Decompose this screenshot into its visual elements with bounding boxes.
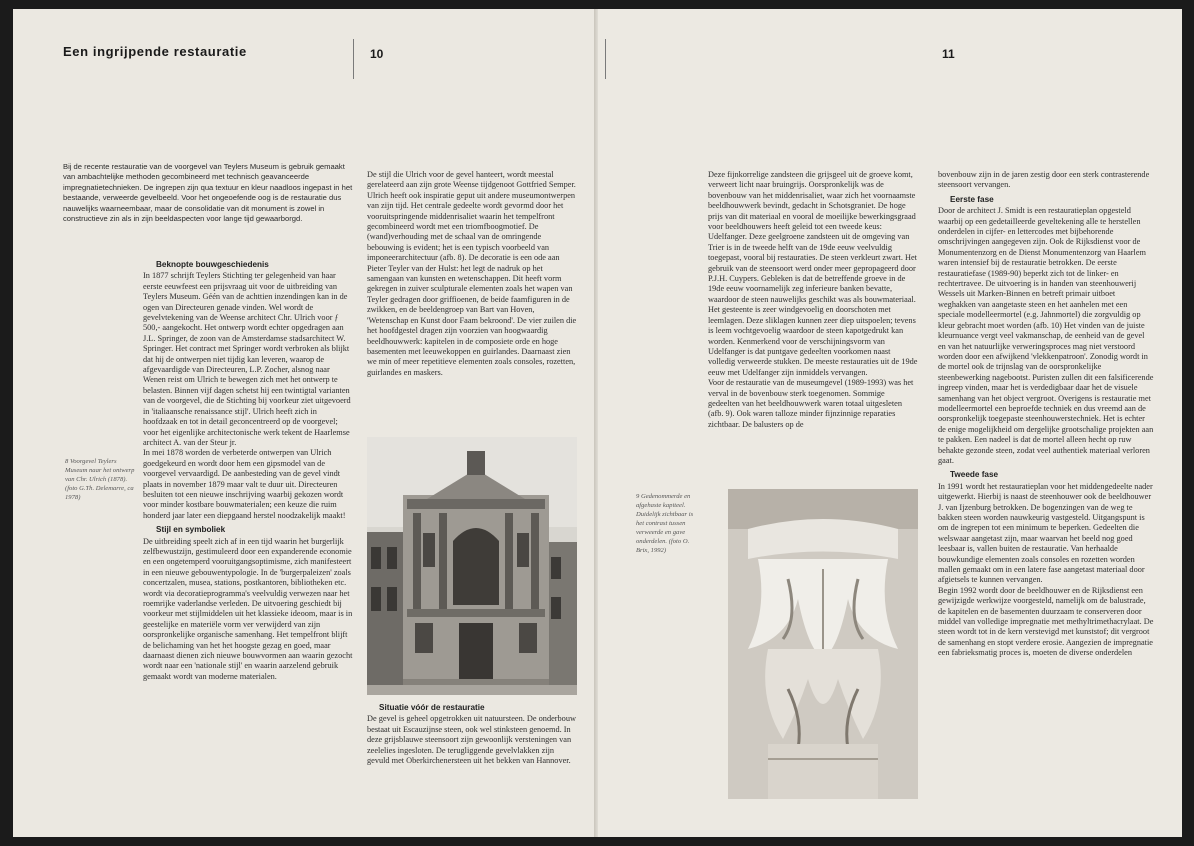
section-heading-phase-2: Tweede fase xyxy=(950,470,999,480)
style-paragraph-2: De stijl die Ulrich voor de gevel hanteert, wordt meestal gerelateerd aan zijn grote Weense tijdgenoot Gottfried Semper. Ulrich heeft ook inspiratie geput uit andere museumontwerpen van zijn tijd. Het centrale gedeelte wordt gevormd door het vooruitspringende middenrisaliet waarin het tempelfront gecombineerd wordt met een triomfboogmotief. De (wand)verhouding met de schaal van de omringende bebouwing is evident; het is een typisch voorbeeld van imponeerarchitectuur (afb. 8). De decoratie is een ode aan Pieter Teyler van der Hulst: het legt de nadruk op het samengaan van kunsten en wetenschappen. Dit heeft vorm gekregen in zuiver sculpturale elementen zoals het wapen van Teyler gedragen door griffioenen, de beide faamfiguren in de zwikken, en de beeldengroep van Bart van Hoven, 'Wetenschap en Kunst door Faam bekroond'. De vier zuilen die het hoofdgestel dragen zijn voorzien van hoogwaardig beeldhouwwerk: kapitelen in de composiete orde en hoge basementen met leeuwekoppen en guirlandes. Daarnaast zien we min of meer repetitieve elementen zoals consoles, rozetten, guirlandes en maskers. xyxy=(367,170,577,377)
chapter-title: Een ingrijpende restauratie xyxy=(63,44,247,59)
column-2 xyxy=(367,170,577,378)
column-4 xyxy=(938,170,1154,659)
column-3 xyxy=(708,170,918,430)
facade-illustration xyxy=(367,437,577,695)
column-2-bottom xyxy=(367,699,577,766)
figure-9-caption: 9 Gedenommerde en afgehaste kapiteel. Duidelijk zichtbaar is het contrast tussen verweerde en gave onderdelen. (foto O. Brix, 1992) xyxy=(636,493,694,554)
right-page xyxy=(598,9,1182,837)
left-page xyxy=(13,9,597,837)
stone-paragraph: Deze fijnkorrelige zandsteen die grijsgeel uit de groeve komt, verweert licht naar bruingrijs. Oorspronkelijk was de bovenbouw van het middenrisaliet, waar zich het voornaamste beeldhouwwerk bevindt, gedacht in Schotsgraniet. De hoge prijs van dit materiaal en vooral de moeilijke bewerkingsgraad voor beeldhouwers heeft geleid tot een tweede keus: Udelfanger. Deze geelgroene zandsteen uit de omgeving van Trier is in de tweede helft van de 19de eeuw veelvuldig toegepast, vooral bij restauraties. De steen verkleurt zwart. Het gebruik van de steensoort werd onder meer gepropageerd door P.J.H. Cuypers. Gebleken is dat de betreffende groeve in de 19de eeuw voornamelijk zeg inferieure banken bevatte, waardoor de steen nauwelijks geschikt was als bouwmateriaal. Het gesteente is zeer windgevoelig en doorschoten met leemlagen. Deze sliklagen kunnen zeer diep uitspoelen; tevens is leem vochtgevoelig waardoor de steen kapotgedrukt kan worden. Kenmerkend voor de verschijningsvorm van Udelfanger is dat puntgave gedeelten voorkomen naast volledig verweerde stukken. De meeste restauraties uit de 19de eeuw met Udelfanger zijn inmiddels vervangen. xyxy=(708,170,918,377)
section-heading-phase-1: Eerste fase xyxy=(950,194,994,204)
section-heading-history: Beknopte bouwgeschiedenis xyxy=(156,260,269,269)
museum-facade-photo xyxy=(367,437,577,695)
figure-8-caption: 8 Voorgevel Teylers Museum naar het ontwerp van Chr. Ulrich (1878). (foto G.Th. Delemarre, ca 1978) xyxy=(65,458,135,501)
phase-1-paragraph: Door de architect J. Smidt is een restauratieplan opgesteld waarbij op een gedetailleerde geveltekening alle te herstellen onderdelen in cijfer- en lettercodes met bijbehorende omschrijvingen aangegeven zijn. Ook de Rijksdienst voor de Monumentenzorg en de Dienst Monumentenzorg van Haarlem waren intensief bij de restauratie betrokken. De eerste restauratiefase (1989-90) beperkt zich tot de linker- en rechtertravee. De uitvoering is in handen van steenhouwerij Wessels uit Marken-Binnen en betreft primair uitboet weghakken van aangetaste steen en het aanhelen met een speciale modelleermortel (e.g. Jahnmortel) die zorgvuldig op kleur gebracht moet worden (afb. 10) Het vinden van de juiste kleurnuance vergt veel vakmanschap, de eenheid van de gevel en van het natuurlijke verweringsproces mag niet verstoord worden door een afwijkend 'vlekkenpatroon'. Zonodig wordt in de mortel ook de trijnslag van de oorspronkelijke steenbewerking nagebootst. Puristen zullen dit een falsificerende ingreep vinden, maar het is verdedigbaar daar het de visuele samenhang van het object vergroot. Overigens is restauratie met modelleermortel een beproefde techniek en dus vreemd aan de oorspronkelijk toegepaste steenhouwerstechniek. Het is echter de enige mogelijkheid om dergelijke grootschalige projekten aan te pakken. Een nadeel is dat de mortel alleen hecht op ruw behakte gezonde steen, zodat veel authentiek materiaal verloren gaat. xyxy=(938,206,1154,465)
phase-2-paragraph-2: Begin 1992 wordt door de beeldhouwer en de Rijksdienst een gewijzigde werkwijze voorgesteld, namelijk om de balustrade, de kapitelen en de basementen duurzaam te conserveren door middel van volledige impregnatie met methyltrimethacrylaat. De steen wordt tot in de kern verstevigd met kunststof; dit vergroot de samenhang en stopt verdere erosie. Aangezien de impregnatie een fabrieksmatig proces is, moeten de diverse onderdelen xyxy=(938,585,1154,658)
page-number-left: 10 xyxy=(370,47,384,61)
style-paragraph: De uitbreiding speelt zich af in een tijd waarin het burgerlijk zelfbewustzijn, gestimuleerd door een expanderende economie en een ongetemperd vooruitgangsoptimisme, zich manifesteert in een nieuwe gebouwentypologie. In de 'burgerpaleizen' zoals concertzalen, musea, stations, postkantoren, bibliotheken etc. wordt via decoratieprogramma's veelvuldig verwezen naar het roemrijke vaderlandse verleden. De uitvoering geschiedt bij voorkeur met stijlmiddelen uit het klassieke ideoom, maar is in geestelijke en materiële vorm ver verwijderd van zijn oorspronkelijke organische samenhang. Het tempelfront blijft de belichaming van het het hoogste gezag en goed, maar daarnaast dienen zich nieuwe bouwvormen aan waarin gezocht wordt naar een 'nationale stijl' en waarin aarzelend gebruik gemaakt wordt van moderne materialen. xyxy=(143,536,353,681)
capital-photo xyxy=(728,489,918,799)
header-divider-right xyxy=(605,39,606,79)
column-1 xyxy=(143,256,353,682)
intro-paragraph: Bij de recente restauratie van de voorgevel van Teylers Museum is gebruik gemaakt van ambachtelijke methoden gecombineerd met technisch geavanceerde impregnatietechnieken. De ingrepen zijn qua textuur en kleur naadloos ingepast in het bestaande, verweerde gevelbeeld. Voor het ongeoefende oog is de restauratie dus nauwelijks waarneembaar, maar de consolidatie van dit monument is zowel in constructieve zin als in zijn beeldaspecten voor lange tijd gewaarborgd. xyxy=(63,162,353,224)
contrast-paragraph: bovenbouw zijn in de jaren zestig door een sterk contrasterende steensoort vervangen. xyxy=(938,170,1150,190)
phase-2-paragraph-1: In 1991 wordt het restauratieplan voor het middengedeelte nader uitgewerkt. Hierbij is naast de steenhouwer ook de beeldhouwer J. van Ijzenburg betrokken. De bogenzingen van de weg te bakken steen worden nauwkeurig vastgesteld. Uitgangspunt is om de ingrepen tot een minimum te beperken. Gedeelten die welswaar aangetast zijn, maar waarvan het beeld nog goed leesbaar is, vallen buiten de restauratie. Van herhaalde bouwkundige elementen zoals consoles en rozetten worden mallen gemaakt om in een latere fase aangetast materiaal door afgietsels te kunnen vervangen. xyxy=(938,481,1153,585)
decay-paragraph: Voor de restauratie van de museumgevel (1989-1993) was het verval in de bovenbouw sterk toegenomen. Sommige gedeelten van het beeldhouwwerk waren totaal uitgesleten (afb. 9). Ook waren talloze minder fijnzinnige reparaties zichtbaar. De balusters op de xyxy=(708,378,914,429)
capital-illustration xyxy=(728,489,918,799)
header-divider xyxy=(353,39,354,79)
section-heading-situation: Situatie vóór de restauratie xyxy=(379,703,485,712)
situation-paragraph: De gevel is geheel opgetrokken uit natuursteen. De onderbouw bestaat uit Escauzijnse steen, ook wel stinksteen genoemd. In deze grijsblauwe steensoort zijn gewoonlijk versteningen van zeelelies ingesloten. De terugliggende gevelvlakken zijn gevuld met Oberkirchenersteen uit het bekken van Hannover. xyxy=(367,714,576,766)
section-heading-style: Stijl en symboliek xyxy=(156,525,226,535)
history-paragraph-2: In mei 1878 worden de verbeterde ontwerpen van Ulrich goedgekeurd en wordt door hem een gipsmodel van de voorgevel vervaardigd. De aanbesteding van de gevel vindt plaats in november 1879 maar valt te duur uit. Directeuren besluiten tot een nieuwe inschrijving waarbij gekozen wordt voor minder kostbare bouwmaterialen; een keuze die ruim honderd jaar later een diepgaand herstel noodzakelijk maakt! xyxy=(143,448,346,520)
history-paragraph-1: In 1877 schrijft Teylers Stichting ter gelegenheid van haar eerste eeuwfeest een prijsvraag uit voor de uitbreiding van Teylers Museum. Géén van de achttien inzendingen kan in de ogen van Directeuren genade vinden. Wel wordt de gevelvtekening van de Weense architect Chr. Ulrich voor ƒ 500,- aangekocht. Het ontwerp wordt echter opgedragen aan J.L. Springer, de zoon van de Amsterdamse stadsarchitect W. Springer. Het contract met Springer wordt verbroken als blijkt dat hij de ontwerpen niet tijdig kan leveren, waarop de afgevaardigde van Directeuren, L.P. Zocher, alsnog naar Wenen reist om Ulrich te bewegen zich met het ontwerp te belasten. Binnen vijf dagen schetst hij een twintigtal varianten van de voorgevel, die de Stichting bij voorkeur ziet uitgevoerd in 'italiaansche renaissance stijl'. Ulrich heeft zich in hoofdzaak en tot in detail geconcentreerd op de voorgevel; voor het eigenlijke architectonische werk tekent de Haarlemse architect A. van der Steur jr. xyxy=(143,271,351,447)
page-number-right: 11 xyxy=(942,47,955,61)
